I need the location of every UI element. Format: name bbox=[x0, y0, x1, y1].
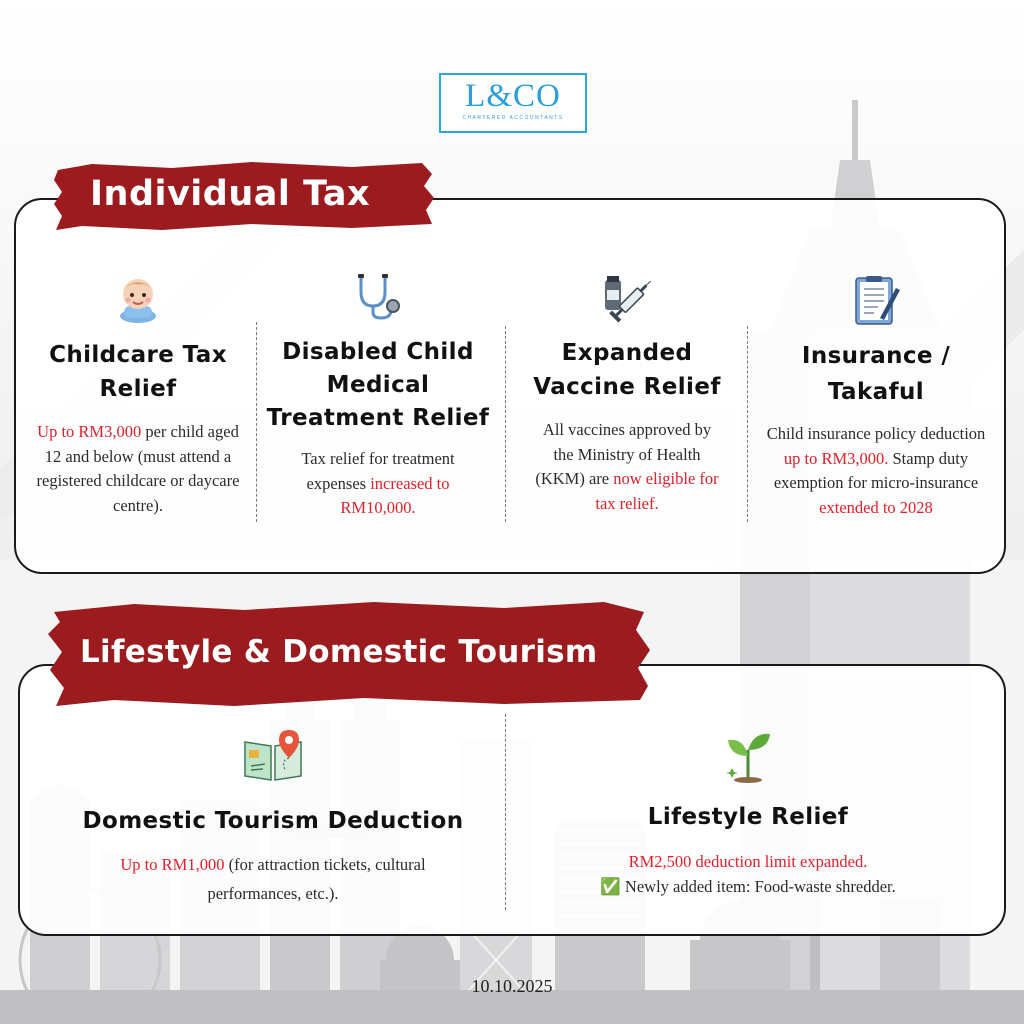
vaccine-relief-column bbox=[516, 272, 738, 516]
lifestyle-relief-column bbox=[548, 728, 948, 899]
column-divider bbox=[505, 326, 506, 522]
disabled-child-relief-description: Tax relief for treatment expenses increased to RM10,000. bbox=[301, 449, 455, 517]
section-title: Individual Tax bbox=[90, 174, 371, 214]
lifestyle-relief-description: RM2,500 deduction limit expanded. ✅ Newly added item: Food-waste shredder. bbox=[600, 852, 896, 896]
column-divider bbox=[505, 714, 506, 910]
childcare-relief-description: Up to RM3,000 per child aged 12 and below (must attend a registered childcare or daycare centre). bbox=[36, 422, 240, 515]
childcare-relief-title: Childcare Tax Relief bbox=[49, 342, 227, 402]
disabled-child-relief-column bbox=[266, 272, 490, 521]
insurance-takaful-description: Child insurance policy deduction up to RM3,000. Stamp duty exemption for micro-insurance extended to 2028 bbox=[766, 424, 986, 517]
stethoscope-icon bbox=[351, 272, 405, 322]
column-divider bbox=[747, 326, 748, 522]
lifestyle-relief-title: Lifestyle Relief bbox=[647, 804, 849, 830]
domestic-tourism-title: Domestic Tourism Deduction bbox=[82, 808, 464, 834]
vaccine-relief-title: Expanded Vaccine Relief bbox=[533, 340, 721, 400]
company-logo bbox=[439, 73, 587, 133]
insurance-takaful-column bbox=[762, 274, 990, 520]
baby-icon bbox=[112, 276, 164, 324]
lifestyle-tourism-banner bbox=[44, 600, 656, 710]
individual-tax-banner bbox=[52, 160, 436, 232]
disabled-child-relief-title: Disabled Child Medical Treatment Relief bbox=[266, 339, 490, 431]
sprout-icon bbox=[722, 728, 774, 784]
column-divider bbox=[256, 322, 257, 522]
travel-map-pin-icon bbox=[241, 728, 305, 784]
vaccine-relief-description: All vaccines approved by the Ministry of Health (KKM) are now eligible for tax relief. bbox=[535, 420, 719, 513]
publish-date: 10.10.2025 bbox=[471, 976, 553, 996]
vaccine-syringe-icon bbox=[599, 272, 655, 326]
insurance-takaful-title: Insurance / Takaful bbox=[801, 343, 951, 405]
domestic-tourism-column bbox=[60, 728, 486, 908]
childcare-relief-column bbox=[30, 276, 246, 518]
logo-wordmark: L&CO bbox=[465, 78, 561, 114]
section-title: Lifestyle & Domestic Tourism bbox=[80, 634, 598, 670]
domestic-tourism-description: Up to RM1,000 (for attraction tickets, cultural performances, etc.). bbox=[120, 855, 426, 903]
insurance-policy-icon bbox=[850, 274, 902, 328]
logo-tagline: CHARTERED ACCOUNTANTS bbox=[462, 115, 564, 121]
